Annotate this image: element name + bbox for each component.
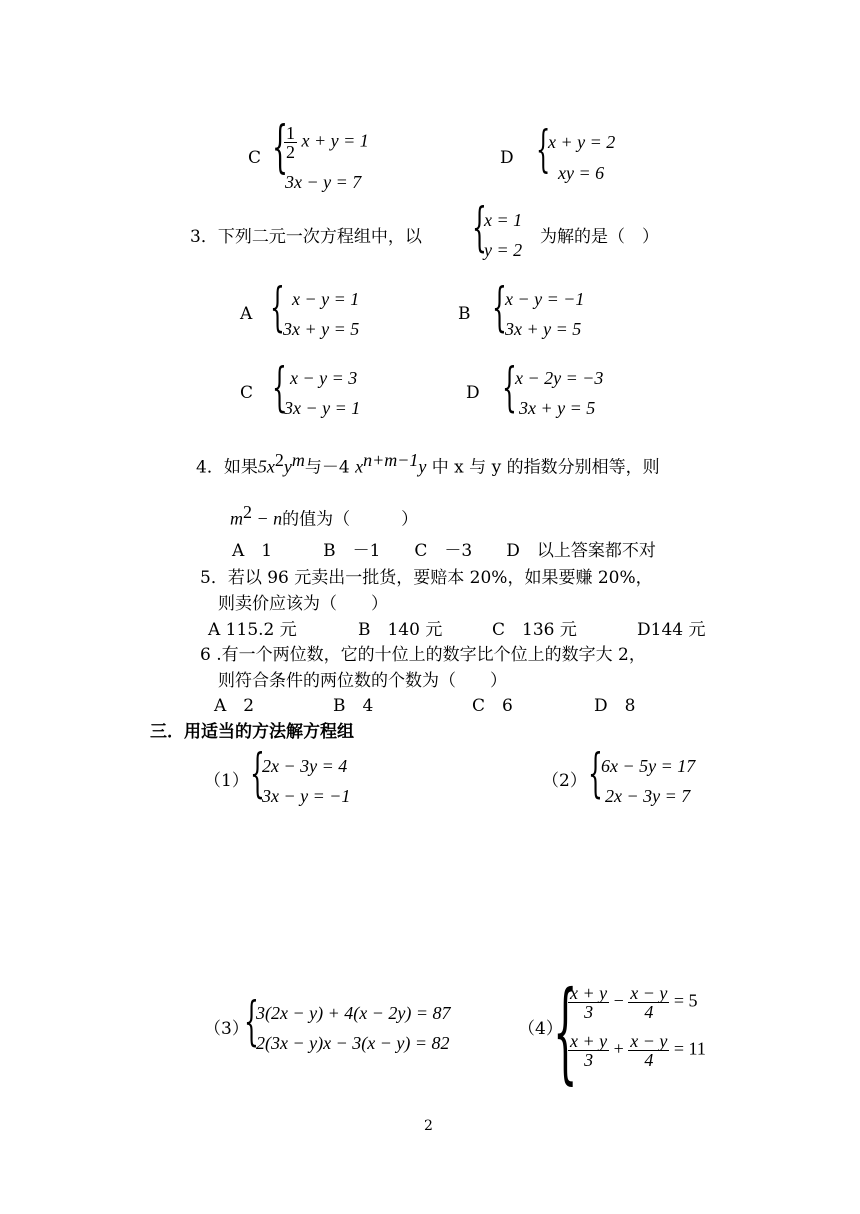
q3-option-b-label: B [458, 304, 471, 324]
q4-choices: A 1 B －1 C －3 D 以上答案都不对 [232, 541, 656, 561]
brace: { [492, 278, 507, 338]
p2-eq1: 6x − 5y = 17 [601, 756, 696, 776]
q5-line2: 则卖价应该为（ ） [218, 594, 388, 614]
p1-eq2: 3x − y = −1 [262, 786, 351, 806]
p4-eq1: $\frac{x + y}{3}$ − $\frac{x - y}{4}$ = 5 [570, 983, 698, 1022]
q3-option-d-label: D [466, 383, 480, 403]
q5-choice-d: D144 元 [637, 620, 706, 640]
brace: { [272, 358, 287, 418]
brace: { [502, 358, 517, 418]
q6-choice-c: C 6 [472, 696, 513, 716]
q3a-eq1: x − y = 1 [292, 289, 360, 309]
p3-label: （3） [204, 1019, 249, 1039]
p1-label: （1） [204, 771, 249, 791]
q3d-eq2: 3x + y = 5 [519, 398, 596, 418]
p4-label: （4） [518, 1019, 563, 1039]
q2d-eq1: x + y = 2 [548, 132, 616, 152]
q3c-eq1: x − y = 3 [290, 368, 358, 388]
q2c-eq1: $\frac{1}{2}$ x + y = 1 [286, 123, 369, 162]
q5-choice-b: B 140 元 [358, 620, 443, 640]
q4-line2: $m^2 - n$的值为（ ） [230, 502, 419, 530]
p2-label: （2） [542, 771, 587, 791]
q6-line2: 则符合条件的两位数的个数为（ ） [218, 671, 507, 691]
page-number: 2 [424, 1118, 433, 1134]
q4-line1: 4．如果$5x^2y^m$与－4 $x^{n+m-1}y$ 中 x 与 y 的指数分别相等，则 [196, 450, 660, 478]
brace: { [250, 744, 265, 804]
q6-choice-a: A 2 [214, 696, 255, 716]
q3b-eq1: x − y = −1 [505, 289, 585, 309]
brace: { [553, 967, 578, 1095]
q3-sys-eq1: x = 1 [484, 210, 523, 230]
q3-stem-end: 为解的是（ ） [540, 227, 659, 247]
p3-eq1: 3(2x − y) + 4(x − 2y) = 87 [256, 1003, 451, 1023]
p1-eq1: 2x − 3y = 4 [262, 756, 348, 776]
q3-stem: 3．下列二元一次方程组中，以 [190, 227, 422, 247]
q3-option-c-label: C [240, 383, 254, 403]
q6-line1: 6 .有一个两位数，它的十位上的数字比个位上的数字大 2， [200, 645, 646, 665]
q3c-eq2: 3x − y = 1 [284, 398, 361, 418]
brace: { [536, 120, 551, 178]
q3d-eq1: x − 2y = −3 [515, 368, 604, 388]
q6-choice-b: B 4 [333, 696, 374, 716]
q5-choice-c: C 136 元 [492, 620, 577, 640]
p3-eq2: 2(3x − y)x − 3(x − y) = 82 [256, 1033, 450, 1053]
q3-sys-eq2: y = 2 [484, 240, 523, 260]
brace: { [472, 198, 487, 258]
q5-choice-a: A 115.2 元 [208, 620, 297, 640]
q6-choice-d: D 8 [594, 696, 636, 716]
q3b-eq2: 3x + y = 5 [505, 319, 582, 339]
brace: { [270, 278, 285, 338]
brace: { [244, 992, 259, 1052]
q2-option-c-label: C [248, 148, 262, 168]
brace: { [272, 115, 289, 180]
p4-eq2: $\frac{x + y}{3}$ + $\frac{x - y}{4}$ = 11 [570, 1031, 706, 1070]
q5-line1: 5．若以 96 元卖出一批货，要赔本 20%，如果要赚 20%， [200, 568, 653, 588]
brace: { [588, 744, 603, 804]
p2-eq2: 2x − 3y = 7 [605, 786, 691, 806]
q3-option-a-label: A [240, 304, 253, 324]
q3a-eq2: 3x + y = 5 [283, 319, 360, 339]
q2d-eq2: xy = 6 [558, 163, 605, 183]
section-3-title: 三．用适当的方法解方程组 [150, 722, 354, 742]
q2-option-d-label: D [500, 148, 514, 168]
q2c-eq2: 3x − y = 7 [285, 172, 362, 192]
